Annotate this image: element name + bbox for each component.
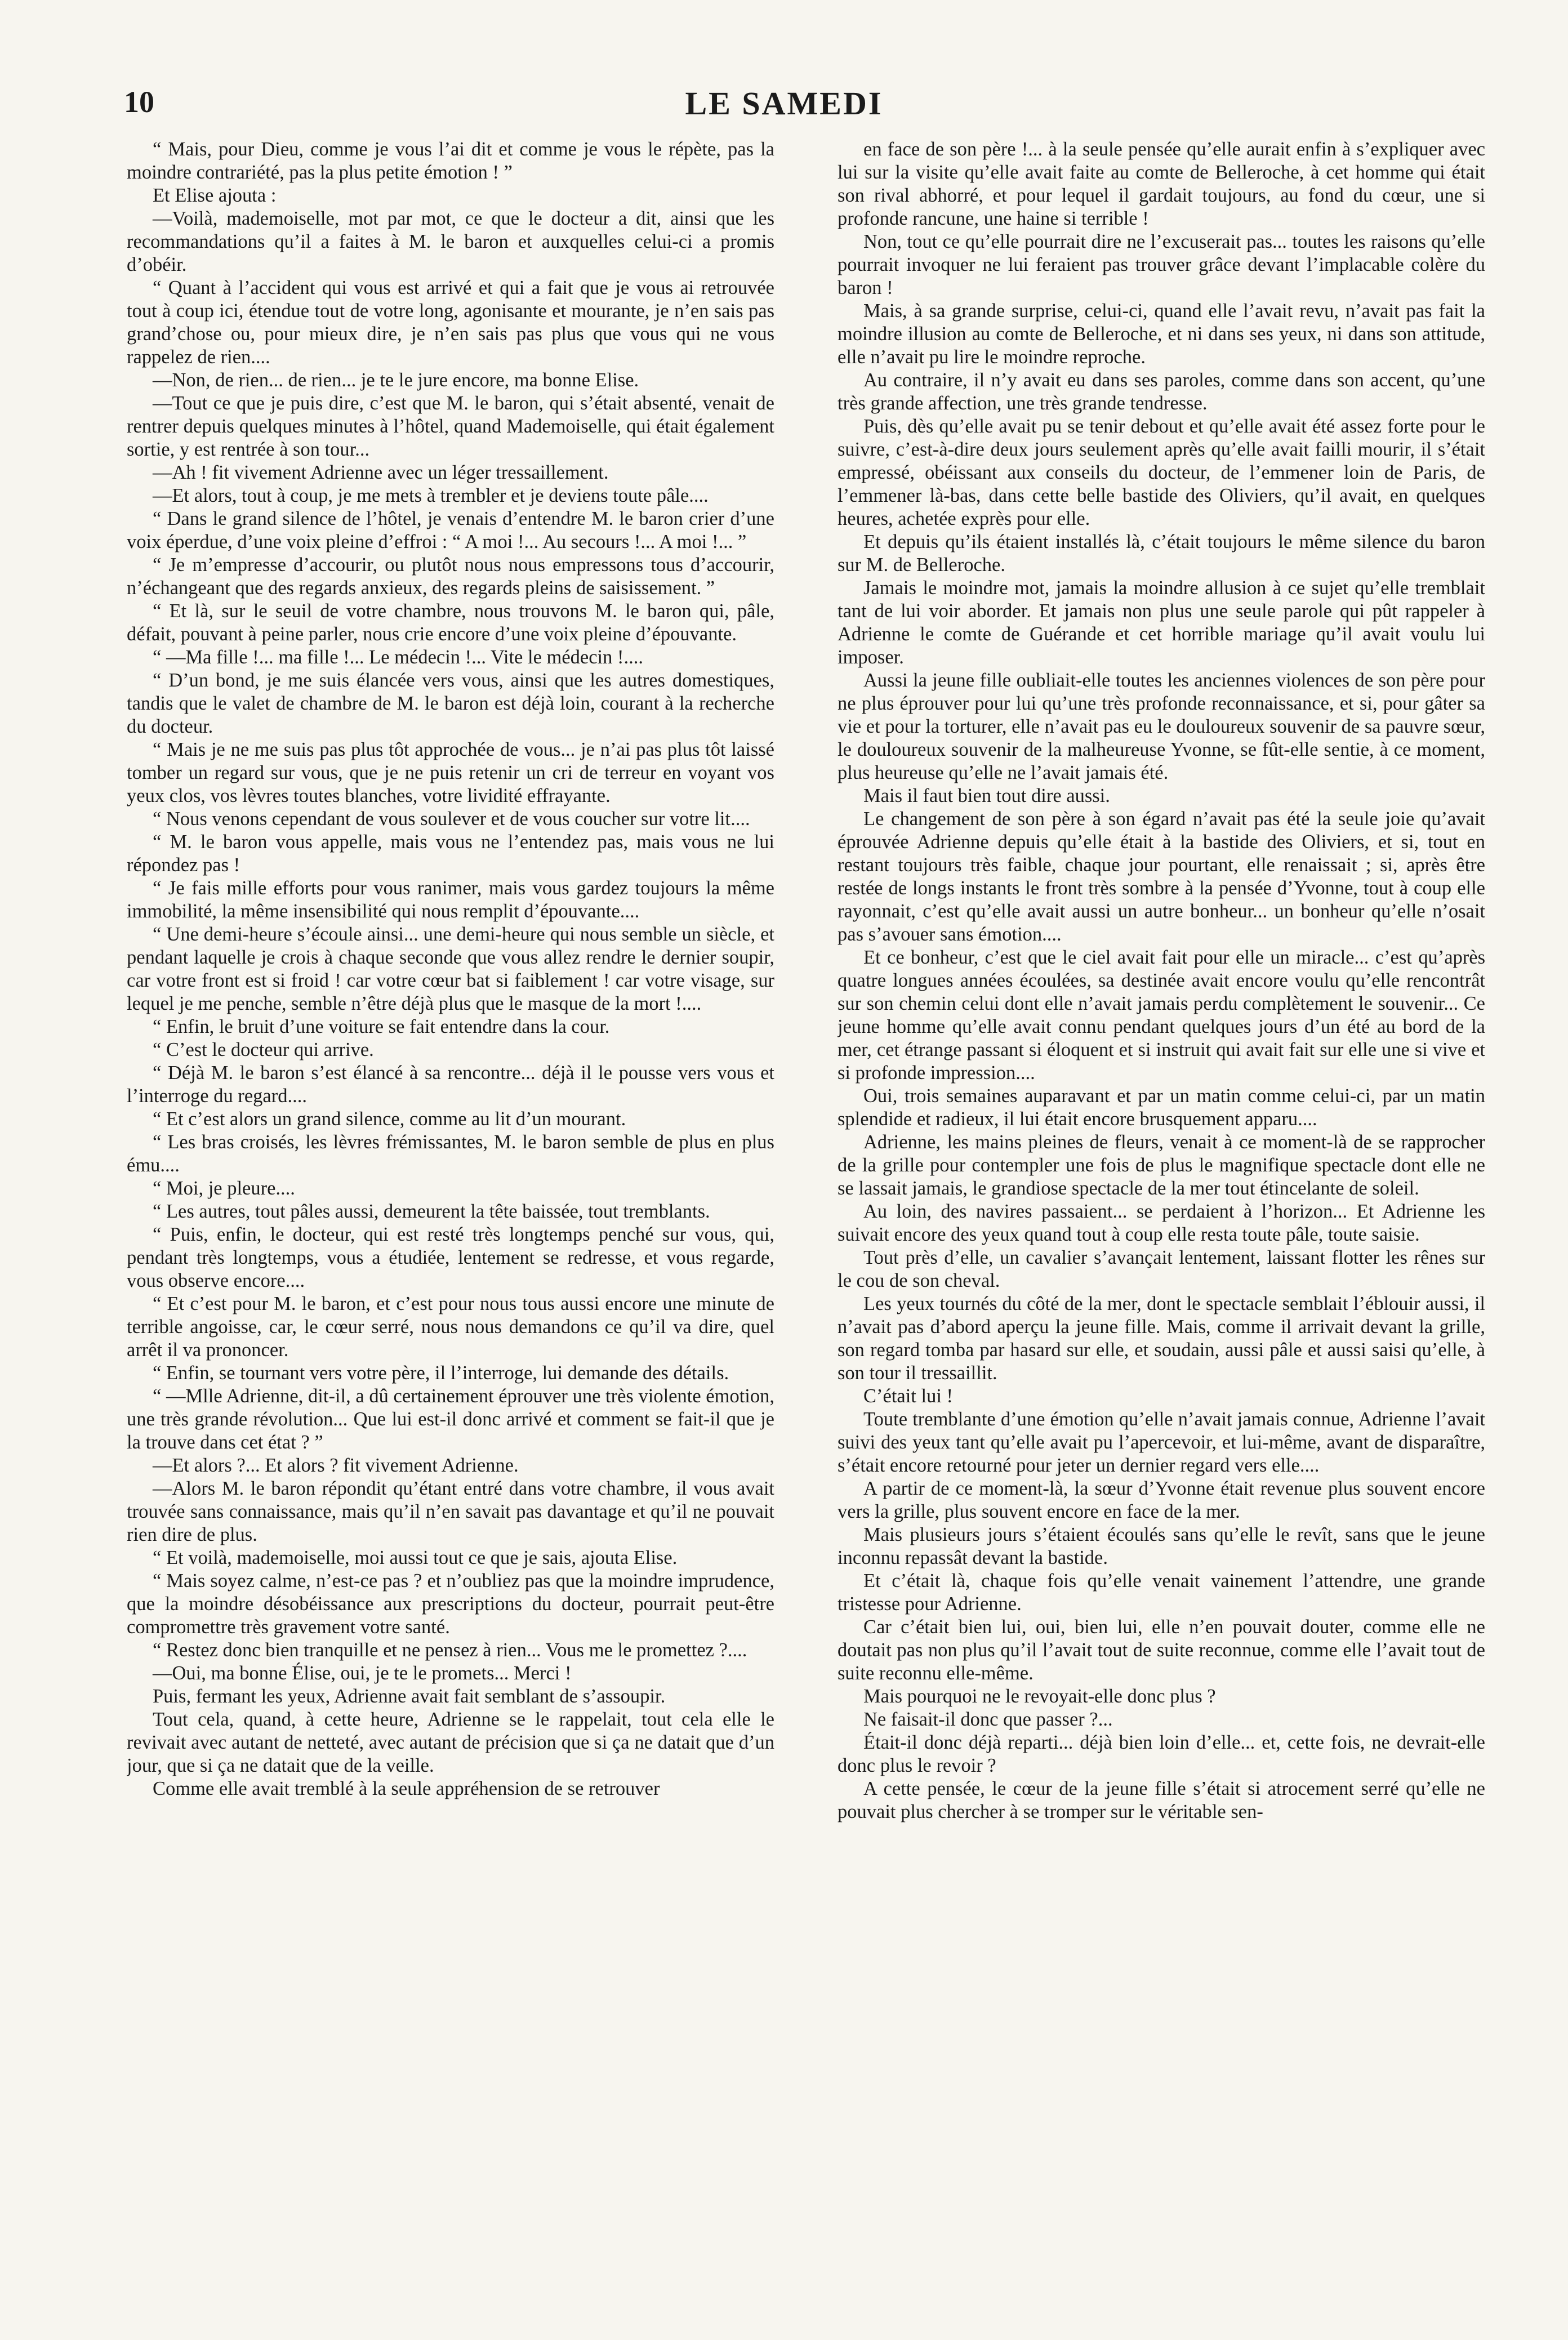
paragraph: —Ah ! fit vivement Adrienne avec un léger tressaillement. xyxy=(153,462,609,483)
paragraph: Mais il faut bien tout dire aussi. xyxy=(863,785,1110,806)
paragraph: Jamais le moindre mot, jamais la moindre allusion à ce sujet qu’elle tremblait tant de lui voir aborder. Et jamais non plus une seule parole qui pût rappeler à Adrienne le comte de Guérande et cet horrible mariage qu’il avait voulu lui imposer. xyxy=(838,577,1485,668)
paragraph: Mais, à sa grande surprise, celui-ci, quand elle l’avait revu, n’avait pas fait la moindre illusion au comte de Belleroche, et ni dans ses yeux, ni dans son attitude, elle n’avait pu lire le moindre reproche. xyxy=(838,300,1485,368)
paragraph: “ Je m’empresse d’accourir, ou plutôt nous nous empressons tous d’accourir, n’échangeant que des regards anxieux, des regards pleins de saisissement. ” xyxy=(127,554,774,599)
paragraph: Au loin, des navires passaient... se perdaient à l’horizon... Et Adrienne les suivait encore des yeux quand tout à coup elle resta toute pâle, toute saisie. xyxy=(838,1201,1485,1245)
left-column xyxy=(127,138,774,2301)
paragraph: “ Les bras croisés, les lèvres frémissantes, M. le baron semble de plus en plus ému.... xyxy=(127,1131,774,1176)
paragraph: “ Enfin, le bruit d’une voiture se fait entendre dans la cour. xyxy=(153,1016,610,1037)
paragraph: en face de son père !... à la seule pensée qu’elle aurait enfin à s’expliquer avec lui sur la visite qu’elle avait faite au comte de Belleroche, à cet homme qui était son rival abhorré, et pour lequel il gardait toujours, au fond du cœur, une si profonde rancune, une haine si terrible ! xyxy=(838,139,1485,229)
paragraph: —Alors M. le baron répondit qu’étant entré dans votre chambre, il vous avait trouvée sans connaissance, mais qu’il n’en savait pas davantage et qu’il ne pouvait rien dire de plus. xyxy=(127,1478,774,1545)
paragraph: “ C’est le docteur qui arrive. xyxy=(153,1039,374,1060)
running-title: LE SAMEDI xyxy=(685,85,883,122)
paragraph: “ —Ma fille !... ma fille !... Le médecin !... Vite le médecin !.... xyxy=(153,647,643,668)
paragraph: “ Enfin, se tournant vers votre père, il l’interroge, lui demande des détails. xyxy=(153,1362,729,1384)
paragraph: Au contraire, il n’y avait eu dans ses paroles, comme dans son accent, qu’une très grande affection, une très grande tendresse. xyxy=(838,369,1485,414)
page-number: 10 xyxy=(124,85,154,119)
paragraph: —Et alors, tout à coup, je me mets à trembler et je deviens toute pâle.... xyxy=(153,485,709,506)
paragraph: —Et alors ?... Et alors ? fit vivement Adrienne. xyxy=(153,1455,519,1476)
paragraph: “ Et voilà, mademoiselle, moi aussi tout ce que je sais, ajouta Elise. xyxy=(153,1547,678,1568)
paragraph: —Oui, ma bonne Élise, oui, je te le promets... Merci ! xyxy=(153,1662,572,1684)
paragraph: Et ce bonheur, c’est que le ciel avait fait pour elle un miracle... c’est qu’après quatre longues années écoulées, sa destinée avait encore voulu qu’elle rencontrât sur son chemin celui dont elle n’avait jamais perdu complètement le souvenir... Ce jeune homme qu’elle avait connu pendant quelques jours d’un été au bord de la mer, cet étrange passant si éloquent et si instruit qui avait fait sur elle une si vive et si profonde impression.... xyxy=(838,947,1485,1084)
paragraph: C’était lui ! xyxy=(863,1385,954,1407)
paragraph: Et Elise ajouta : xyxy=(153,185,277,206)
paragraph: Adrienne, les mains pleines de fleurs, venait à ce moment-là de se rapprocher de la grille pour contempler une fois de plus le magnifique spectacle dont elle ne se lassait jamais, le grandiose spectacle de la mer tout étincelante de soleil. xyxy=(838,1131,1485,1199)
paragraph: “ Et c’est pour M. le baron, et c’est pour nous tous aussi encore une minute de terrible angoisse, car, le cœur serré, nous nous demandons ce qu’il va dire, quel arrêt il va prononcer. xyxy=(127,1293,774,1361)
paragraph: Tout cela, quand, à cette heure, Adrienne se le rappelait, tout cela elle le revivait avec autant de netteté, avec autant de précision que si ça ne datait que d’un jour, que si ça ne datait que de la veille. xyxy=(127,1709,774,1776)
paragraph: “ Moi, je pleure.... xyxy=(153,1178,295,1199)
paragraph: Et depuis qu’ils étaient installés là, c’était toujours le même silence du baron sur M. de Belleroche. xyxy=(838,531,1485,576)
paragraph: “ Nous venons cependant de vous soulever et de vous coucher sur votre lit.... xyxy=(153,808,750,830)
paragraph: “ Une demi-heure s’écoule ainsi... une demi-heure qui nous semble un siècle, et pendant laquelle je crois à chaque seconde que vous allez rendre le dernier soupir, car votre front est si froid ! car votre cœur bat si faiblement ! car votre visage, sur lequel je me penche, semble n’être déjà plus que le masque de la mort !.... xyxy=(127,924,774,1014)
paragraph: Tout près d’elle, un cavalier s’avançait lentement, laissant flotter les rênes sur le cou de son cheval. xyxy=(838,1247,1485,1291)
paragraph: “ Mais je ne me suis pas plus tôt approchée de vous... je n’ai pas plus tôt laissé tomber un regard sur vous, que je ne puis retenir un cri de terreur en voyant vos yeux clos, vos lèvres toutes blanches, votre lividité effrayante. xyxy=(127,739,774,806)
paragraph: Et c’était là, chaque fois qu’elle venait vainement l’attendre, une grande tristesse pour Adrienne. xyxy=(838,1570,1485,1615)
page-header xyxy=(124,84,1444,124)
paragraph: “ M. le baron vous appelle, mais vous ne l’entendez pas, mais vous ne lui répondez pas ! xyxy=(127,831,774,876)
paragraph: Puis, fermant les yeux, Adrienne avait fait semblant de s’assoupir. xyxy=(153,1686,666,1707)
paragraph: Le changement de son père à son égard n’avait pas été la seule joie qu’avait éprouvée Adrienne depuis qu’elle était à la bastide des Oliviers, et si, tout en restant toujours très faible, chaque jour pourtant, elle renaissait ; si, après être restée de longs instants le front très sombre à la pensée d’Yvonne, tout à coup elle rayonnait, c’est qu’elle avait aussi un autre bonheur... un bonheur qu’elle n’osait pas s’avouer sans émotion.... xyxy=(838,808,1485,945)
paragraph: —Non, de rien... de rien... je te le jure encore, ma bonne Elise. xyxy=(153,369,639,391)
right-column xyxy=(838,138,1485,2301)
paragraph: “ Dans le grand silence de l’hôtel, je venais d’entendre M. le baron crier d’une voix éperdue, d’une voix pleine d’effroi : “ A moi !... Au secours !... A moi !... ” xyxy=(127,508,774,552)
paragraph: A cette pensée, le cœur de la jeune fille s’était si atrocement serré qu’elle ne pouvait plus chercher à se tromper sur le véritable sen- xyxy=(838,1778,1485,1822)
paragraph: Car c’était bien lui, oui, bien lui, elle n’en pouvait douter, comme elle ne doutait pas non plus qu’il l’avait tout de suite reconnue, comme elle l’avait tout de suite reconnu elle-même. xyxy=(838,1616,1485,1684)
paragraph: “ —Mlle Adrienne, dit-il, a dû certainement éprouver une très violente émotion, une très grande révolution... Que lui est-il donc arrivé et comment se fait-il que je la trouve dans cet état ? ” xyxy=(127,1385,774,1453)
paragraph: Aussi la jeune fille oubliait-elle toutes les anciennes violences de son père pour ne plus éprouver pour lui qu’une très profonde reconnaissance, et si, pour gâter sa vie et pour la torturer, elle n’avait pas eu le douloureux souvenir de sa pauvre sœur, le douloureux souvenir de la malheureuse Yvonne, se fût-elle sentie, à ce moment, plus heureuse qu’elle ne l’avait jamais été. xyxy=(838,670,1485,783)
paragraph: “ Mais, pour Dieu, comme je vous l’ai dit et comme je vous le répète, pas la moindre contrariété, pas la plus petite émotion ! ” xyxy=(127,139,774,183)
paragraph: Mais pourquoi ne le revoyait-elle donc plus ? xyxy=(863,1686,1216,1707)
paragraph: A partir de ce moment-là, la sœur d’Yvonne était revenue plus souvent encore vers la grille, plus souvent encore en face de la mer. xyxy=(838,1478,1485,1522)
paragraph: “ D’un bond, je me suis élancée vers vous, ainsi que les autres domestiques, tandis que le valet de chambre de M. le baron est déjà loin, courant à la recherche du docteur. xyxy=(127,670,774,737)
paragraph: —Tout ce que je puis dire, c’est que M. le baron, qui s’était absenté, venait de rentrer depuis quelques minutes à l’hôtel, quand Mademoiselle, qui était également sortie, y est rentrée à son tour... xyxy=(127,393,774,460)
paragraph: Mais plusieurs jours s’étaient écoulés sans qu’elle le revît, sans que le jeune inconnu repassât devant la bastide. xyxy=(838,1524,1485,1568)
paragraph: Ne faisait-il donc que passer ?... xyxy=(863,1709,1113,1730)
paragraph: Non, tout ce qu’elle pourrait dire ne l’excuserait pas... toutes les raisons qu’elle pourrait invoquer ne lui feraient pas trouver grâce devant l’implacable colère du baron ! xyxy=(838,231,1485,298)
paragraph: “ Restez donc bien tranquille et ne pensez à rien... Vous me le promettez ?.... xyxy=(153,1639,747,1661)
paragraph: Toute tremblante d’une émotion qu’elle n’avait jamais connue, Adrienne l’avait suivi des yeux tant qu’elle avait pu l’apercevoir, et lui-même, avant de disparaître, s’était encore retourné pour jeter un dernier regard vers elle.... xyxy=(838,1409,1485,1476)
paragraph: Oui, trois semaines auparavant et par un matin comme celui-ci, par un matin splendide et radieux, il lui était encore brusquement apparu.... xyxy=(838,1085,1485,1130)
paragraph: Puis, dès qu’elle avait pu se tenir debout et qu’elle avait été assez forte pour le suivre, c’est-à-dire deux jours seulement après qu’elle avait failli mourir, il s’était empressé, obéissant aux conseils du docteur, de l’emmener loin de Paris, de l’emmener là-bas, dans cette belle bastide des Oliviers, qu’il avait, en quelques heures, achetée exprès pour elle. xyxy=(838,416,1485,529)
paragraph: “ Puis, enfin, le docteur, qui est resté très longtemps penché sur vous, qui, pendant très longtemps, vous a étudiée, lentement se redresse, et vous regarde, vous observe encore.... xyxy=(127,1224,774,1291)
article-body xyxy=(127,138,1490,2301)
paragraph: “ Et là, sur le seuil de votre chambre, nous trouvons M. le baron qui, pâle, défait, pouvant à peine parler, nous crie encore d’une voix pleine d’épouvante. xyxy=(127,600,774,645)
paragraph: “ Je fais mille efforts pour vous ranimer, mais vous gardez toujours la même immobilité, la même insensibilité qui nous remplit d’épouvante.... xyxy=(127,877,774,922)
paragraph: “ Mais soyez calme, n’est-ce pas ? et n’oubliez pas que la moindre imprudence, que la moindre désobéissance aux prescriptions du docteur, pourrait peut-être compromettre très gravement votre santé. xyxy=(127,1570,774,1638)
paragraph: “ Quant à l’accident qui vous est arrivé et qui a fait que je vous ai retrouvée tout à coup ici, étendue tout de votre long, agonisante et mourante, je n’en sais pas grand’chose ou, pour mieux dire, je n’en sais pas plus que vous qui ne vous rappelez de rien.... xyxy=(127,277,774,368)
paragraph: “ Les autres, tout pâles aussi, demeurent la tête baissée, tout tremblants. xyxy=(153,1201,710,1222)
paragraph: “ Et c’est alors un grand silence, comme au lit d’un mourant. xyxy=(153,1108,626,1130)
paragraph: Les yeux tournés du côté de la mer, dont le spectacle semblait l’éblouir aussi, il n’avait pas d’abord aperçu la jeune fille. Mais, comme il arrivait devant la grille, son regard tomba par hasard sur elle, et soudain, aussi pâle et aussi saisi qu’elle, à son tour il tressaillit. xyxy=(838,1293,1485,1384)
paragraph: Comme elle avait tremblé à la seule appréhension de se retrouver xyxy=(153,1778,660,1799)
paragraph: Était-il donc déjà reparti... déjà bien loin d’elle... et, cette fois, ne devrait-elle donc plus le revoir ? xyxy=(838,1732,1485,1776)
paragraph: “ Déjà M. le baron s’est élancé à sa rencontre... déjà il le pousse vers vous et l’interroge du regard.... xyxy=(127,1062,774,1107)
paragraph: —Voilà, mademoiselle, mot par mot, ce que le docteur a dit, ainsi que les recommandations qu’il a faites à M. le baron et auxquelles celui-ci a promis d’obéir. xyxy=(127,208,774,275)
